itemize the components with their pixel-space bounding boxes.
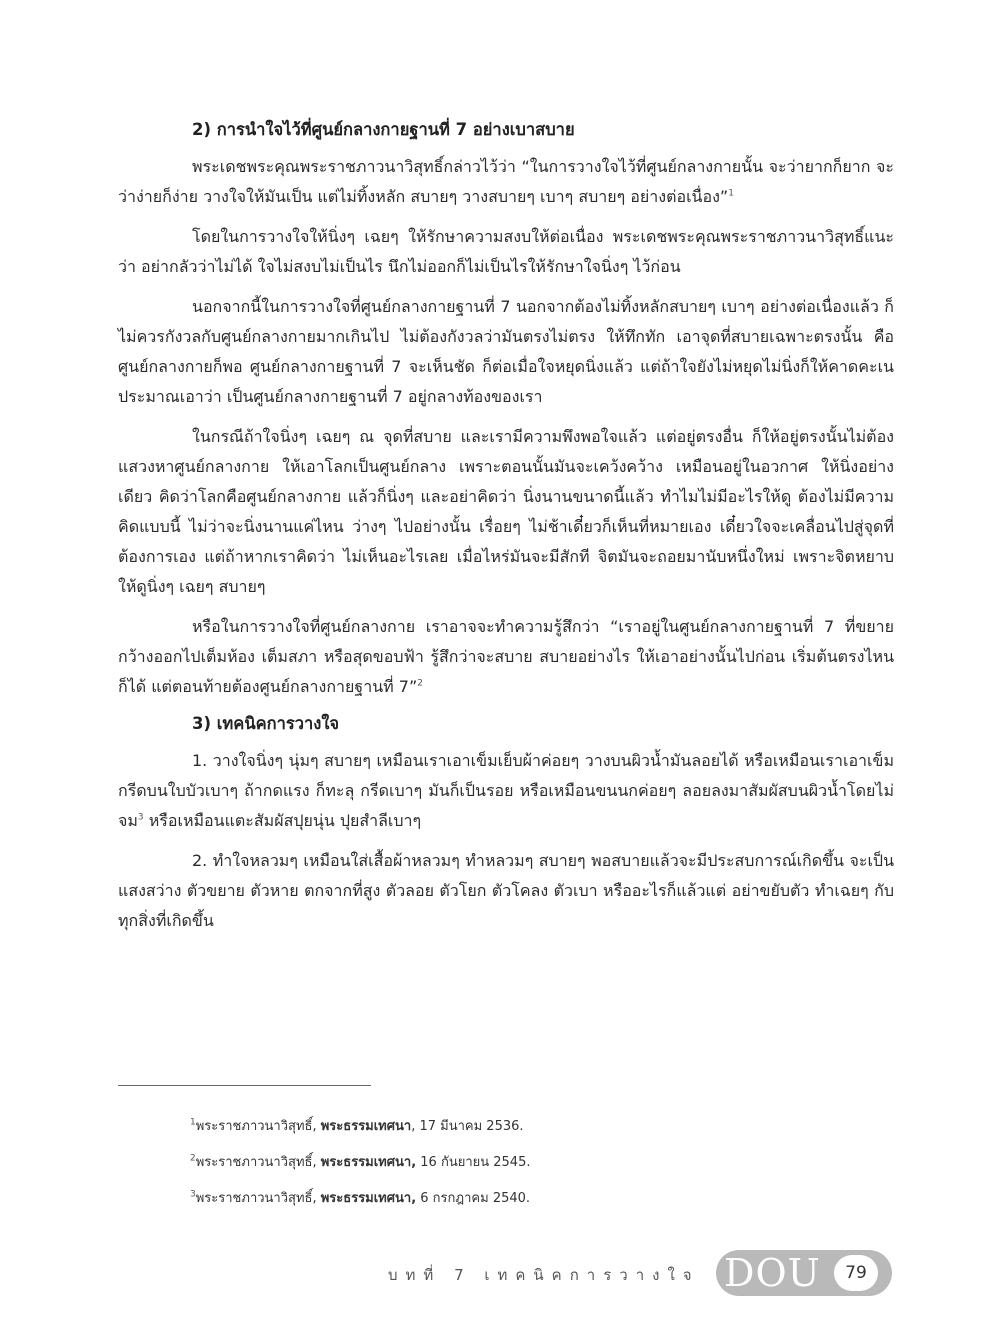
footnote-number: 3 (190, 1189, 196, 1200)
footnote-title: พระธรรมเทศนา, (320, 1155, 417, 1170)
running-footer-title: บทที่ 7 เทคนิคการวางใจ (388, 1266, 700, 1284)
paragraph-text: หรือในการวางใจที่ศูนย์กลางกาย เราอาจจะทำความรู้สึกว่า “เราอยู่ในศูนย์กลางกายฐานที่ 7 ที่ขยายกว้างออกไปเต็มห้อง เต็มสภา หรือสุดขอบฟ้า รู้สึกว่าจะสบาย สบายอย่างไร ให้เอาอย่างนั้นไปก่อน เริ่มต้นตรงไหนก็ได้ แต่ตอนท้ายต้องศูนย์กลางกายฐานที่ 7” (118, 617, 894, 696)
footnote-title: พระธรรมเทศนา, (320, 1191, 417, 1206)
footnote-author: พระราชภาวนาวิสุทธิ์, (195, 1155, 321, 1170)
paragraph: โดยในการวางใจให้นิ่งๆ เฉยๆ ให้รักษาความสงบให้ต่อเนื่อง พระเดชพระคุณพระราชภาวนาวิสุทธิ์แนะว่า อย่ากลัวว่าไม่ได้ ใจไม่สงบไม่เป็นไร นึกไม่ออกก็ไม่เป็นไรให้รักษาใจนิ่งๆ ไว้ก่อน (118, 227, 894, 276)
section-heading-2: 2) การนำใจไว้ที่ศูนย์กลางกายฐานที่ 7 อย่างเบาสบาย (192, 120, 575, 139)
footnote-ref: 3 (137, 812, 144, 823)
paragraph: นอกจากนี้ในการวางใจที่ศูนย์กลางกายฐานที่ 7 นอกจากต้องไม่ทิ้งหลักสบายๆ เบาๆ อย่างต่อเนื่องแล้ว ก็ไม่ควรกังวลกับศูนย์กลางกายมากเกินไป ไม่ต้องกังวลว่ามันตรงไม่ตรง ให้ทึกทัก เอาจุดที่สบายเฉพาะตรงนั้น คือศูนย์กลางกายก็พอ ศูนย์กลางกายฐานที่ 7 จะเห็นชัด ก็ต่อเมื่อใจหยุดนิ่งแล้ว แต่ถ้าใจยังไม่หยุดไม่นิ่งก็ให้คาดคะเนประมาณเอาว่า เป็นศูนย์กลางกายฐานที่ 7 อยู่กลางท้องของเรา (118, 297, 894, 406)
paragraph-text: หรือเหมือนแตะสัมผัสปุยนุ่น ปุยสำลีเบาๆ (143, 811, 422, 830)
dou-logo: DOU (724, 1251, 821, 1295)
paragraph (118, 746, 894, 836)
footnote-title: พระธรรมเทศนา (320, 1119, 412, 1134)
footnote-date: , 17 มีนาคม 2536. (411, 1119, 524, 1134)
paragraph-text: พระเดชพระคุณพระราชภาวนาวิสุทธิ์กล่าวไว้ว่า “ในการวางใจไว้ที่ศูนย์กลางกายนั้น จะว่ายากก็ยาก จะว่าง่ายก็ง่าย วางใจให้มันเป็น แต่ไม่ทิ้งหลัก สบายๆ วางสบายๆ เบาๆ สบายๆ อย่างต่อเนื่อง” (118, 157, 894, 206)
footnote-number: 1 (190, 1117, 196, 1128)
page-body (118, 118, 894, 946)
paragraph: ในกรณีถ้าใจนิ่งๆ เฉยๆ ณ จุดที่สบาย และเรามีความพึงพอใจแล้ว แต่อยู่ตรงอื่น ก็ให้อยู่ตรงนั้นไม่ต้องแสวงหาศูนย์กลางกาย ให้เอาโลกเป็นศูนย์กลาง เพราะตอนนั้นมันจะเคว้งคว้าง เหมือนอยู่ในอวกาศ ให้นิ่งอย่างเดียว คิดว่าโลกคือศูนย์กลางกาย แล้วก็นิ่งๆ และอย่าคิดว่า นิ่งนานขนาดนี้แล้ว ทำไมไม่มีอะไรให้ดู ต้องไม่มีความคิดแบบนี้ ไม่ว่าจะนิ่งนานแค่ไหน ว่างๆ ไปอย่างนั้น เรื่อยๆ ไม่ช้าเดี๋ยวก็เห็นที่หมายเอง เดี๋ยวใจจะเคลื่อนไปสู่จุดที่ต้องการเอง แต่ถ้าหากเราคิดว่า ไม่เห็นอะไรเลย เมื่อไหร่มันจะมีสักที จิตมันจะถอยมานับหนึ่งใหม่ เพราะจิตหยาบ ให้ดูนิ่งๆ เฉยๆ สบายๆ (118, 427, 894, 596)
footnote-date: 16 กันยายน 2545. (416, 1155, 531, 1170)
footnote (190, 1154, 890, 1172)
paragraph (118, 612, 894, 702)
footnote-author: พระราชภาวนาวิสุทธิ์, (195, 1191, 321, 1206)
section-heading-3: 3) เทคนิคการวางใจ (192, 714, 340, 733)
paragraph: 2. ทำใจหลวมๆ เหมือนใส่เสื้อผ้าหลวมๆ ทำหลวมๆ สบายๆ พอสบายแล้วจะมีประสบการณ์เกิดขึ้น จะเป็นแสงสว่าง ตัวขยาย ตัวหาย ตกจากที่สูง ตัวลอย ตัวโยก ตัวโคลง ตัวเบา หรืออะไรก็แล้วแต่ อย่าขยับตัว ทำเฉยๆ กับทุกสิ่งที่เกิดขึ้น (118, 851, 894, 930)
footnote-number: 2 (190, 1153, 196, 1164)
footnote-ref: 2 (417, 678, 423, 689)
footnotes (190, 1118, 890, 1226)
page-number: 79 (834, 1255, 878, 1291)
footnote-divider (118, 1085, 371, 1086)
paragraph-text: 1. วางใจนิ่งๆ นุ่มๆ สบายๆ เหมือนเราเอาเข็มเย็บผ้าค่อยๆ วางบนผิวน้ำมันลอยได้ หรือเหมือนเราเอาเข็มกรีดบนใบบัวเบาๆ ถ้ากดแรง ก็ทะลุ กรีดเบาๆ มันก็เป็นรอย หรือเหมือนขนนกค่อยๆ ลอยลงมาสัมผัสบนผิวน้ำโดยไม่จม (118, 751, 894, 830)
footnote-date: 6 กรกฎาคม 2540. (416, 1191, 531, 1206)
footnote-author: พระราชภาวนาวิสุทธิ์, (195, 1119, 321, 1134)
footnote (190, 1118, 890, 1136)
footnote-ref: 1 (728, 188, 734, 199)
footnote (190, 1190, 890, 1208)
paragraph (118, 152, 894, 212)
